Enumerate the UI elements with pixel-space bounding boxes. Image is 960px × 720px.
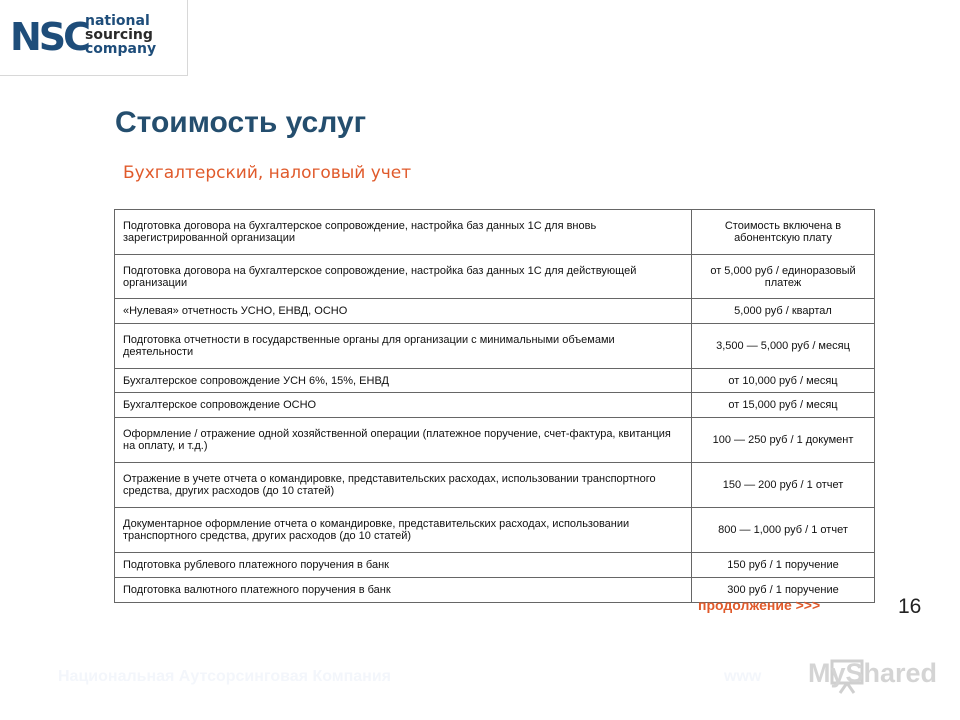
table-row xyxy=(115,210,875,255)
table-row xyxy=(115,553,875,578)
footer-site[interactable]: www xyxy=(724,668,762,685)
watermark-text: MyShared xyxy=(808,658,938,688)
service-cell: Подготовка договора на бухгалтерское сопровождение, настройка баз данных 1С для вновь зарегистрированной организации xyxy=(115,210,692,255)
price-cell: 3,500 — 5,000 руб / месяц xyxy=(692,324,875,369)
price-cell: от 5,000 руб / единоразовый платеж xyxy=(692,255,875,299)
table-row xyxy=(115,324,875,369)
page-number: 16 xyxy=(898,595,922,618)
company-logo xyxy=(0,0,188,76)
service-cell: Бухгалтерское сопровождение УСН 6%, 15%, ЕНВД xyxy=(115,369,692,393)
footer-company: Национальная Аутсорсинговая Компания xyxy=(58,668,392,685)
price-cell: от 10,000 руб / месяц xyxy=(692,369,875,393)
table-row xyxy=(115,508,875,553)
service-cell: Документарное оформление отчета о командировке, представительских расходах, использовании транспортного средства, других расходов (до 10 статей) xyxy=(115,508,692,553)
logo-wordmark xyxy=(85,14,156,56)
price-cell: 5,000 руб / квартал xyxy=(692,299,875,324)
table-row xyxy=(115,463,875,508)
logo-mark: NSC xyxy=(10,15,89,59)
service-cell: Подготовка отчетности в государственные органы для организации с минимальными объемами деятельности xyxy=(115,324,692,369)
price-table xyxy=(114,209,875,603)
service-cell: Подготовка договора на бухгалтерское сопровождение, настройка баз данных 1С для действующей организации xyxy=(115,255,692,299)
table-row xyxy=(115,255,875,299)
service-cell: Бухгалтерское сопровождение ОСНО xyxy=(115,393,692,418)
service-cell: Подготовка валютного платежного поручения в банк xyxy=(115,578,692,603)
table-row xyxy=(115,299,875,324)
service-cell: Подготовка рублевого платежного поручения в банк xyxy=(115,553,692,578)
logo-line-1: national xyxy=(85,13,150,29)
price-cell: 100 — 250 руб / 1 документ xyxy=(692,418,875,463)
logo-line-3: company xyxy=(85,41,157,57)
logo-line-2: sourcing xyxy=(85,27,153,43)
price-cell: 800 — 1,000 руб / 1 отчет xyxy=(692,508,875,553)
service-cell: «Нулевая» отчетность УСНО, ЕНВД, ОСНО xyxy=(115,299,692,324)
page-title: Стоимость услуг xyxy=(115,106,367,139)
page-subtitle: Бухгалтерский, налоговый учет xyxy=(123,163,412,183)
price-cell: 300 руб / 1 поручение xyxy=(692,578,875,603)
table-row xyxy=(115,369,875,393)
service-cell: Отражение в учете отчета о командировке, представительских расходах, использовании транспортного средства, других расходов (до 10 статей) xyxy=(115,463,692,508)
price-cell: от 15,000 руб / месяц xyxy=(692,393,875,418)
service-cell: Оформление / отражение одной хозяйственной операции (платежное поручение, счет-фактура, квитанция на оплату, и т.д.) xyxy=(115,418,692,463)
table-row xyxy=(115,418,875,463)
continuation-link[interactable]: продолжение >>> xyxy=(698,597,821,613)
price-cell: Стоимость включена в абонентскую плату xyxy=(692,210,875,255)
price-cell: 150 руб / 1 поручение xyxy=(692,553,875,578)
table-row xyxy=(115,393,875,418)
price-cell: 150 — 200 руб / 1 отчет xyxy=(692,463,875,508)
